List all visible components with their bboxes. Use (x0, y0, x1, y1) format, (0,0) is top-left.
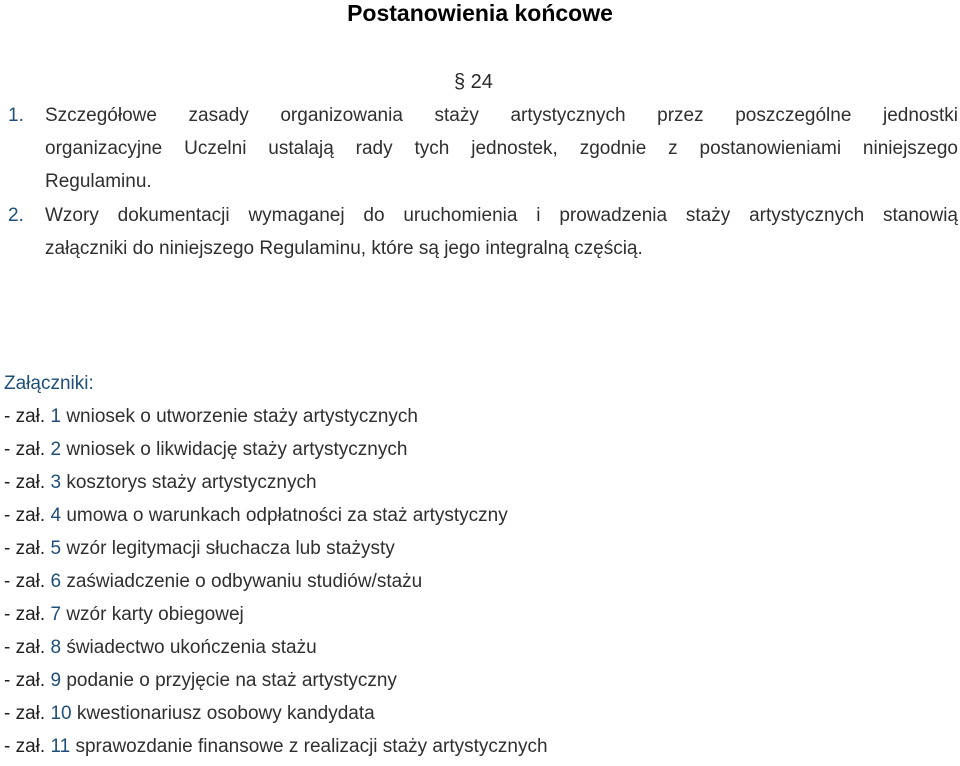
attachments-list (4, 400, 548, 763)
attachment-text: wniosek o utworzenie staży artystycznych (66, 406, 418, 427)
attachment-prefix: - zał. (4, 439, 46, 460)
attachment-number: 5 (50, 538, 62, 559)
attachment-number: 7 (50, 604, 62, 625)
attachment-text: podanie o przyjęcie na staż artystyczny (66, 670, 397, 691)
attachment-text: zaświadczenie o odbywaniu studiów/stażu (66, 571, 423, 592)
attachments-heading: Załączniki: (4, 373, 94, 394)
paragraph-line: organizacyjne Uczelni ustalają rady tych jednostek, zgodnie z postanowieniami niniejszego (45, 138, 958, 159)
attachment-item (4, 532, 548, 565)
attachment-number: 4 (50, 505, 62, 526)
attachment-item (4, 433, 548, 466)
attachment-item (4, 499, 548, 532)
attachment-number: 9 (50, 670, 62, 691)
attachment-prefix: - zał. (4, 604, 46, 625)
attachment-text: kwestionariusz osobowy kandydata (76, 703, 375, 724)
paragraph-number: 2. (8, 205, 24, 226)
paragraph-1 (0, 99, 958, 198)
paragraph-line: Szczegółowe zasady organizowania staży artystycznych przez poszczególne jednostki (45, 105, 958, 126)
paragraph-2 (0, 199, 958, 265)
attachment-number: 10 (50, 703, 72, 724)
attachment-prefix: - zał. (4, 472, 46, 493)
attachment-item (4, 565, 548, 598)
attachment-prefix: - zał. (4, 538, 46, 559)
attachment-prefix: - zał. (4, 703, 46, 724)
attachment-item (4, 598, 548, 631)
attachment-item (4, 631, 548, 664)
attachment-number: 11 (50, 736, 71, 757)
paragraph-line: Regulaminu. (45, 171, 152, 192)
attachment-number: 3 (50, 472, 62, 493)
attachment-text: wniosek o likwidację staży artystycznych (66, 439, 408, 460)
attachment-text: wzór legitymacji słuchacza lub stażysty (66, 538, 395, 559)
attachment-text: wzór karty obiegowej (66, 604, 244, 625)
attachment-number: 6 (50, 571, 62, 592)
attachment-item (4, 730, 548, 763)
attachment-prefix: - zał. (4, 736, 46, 757)
attachment-text: świadectwo ukończenia stażu (66, 637, 317, 658)
paragraph-line: załączniki do niniejszego Regulaminu, które są jego integralną częścią. (45, 238, 643, 259)
attachment-text: sprawozdanie finansowe z realizacji staży artystycznych (75, 736, 548, 757)
attachment-item (4, 400, 548, 433)
attachment-prefix: - zał. (4, 670, 46, 691)
attachment-prefix: - zał. (4, 571, 46, 592)
paragraph-number: 1. (8, 105, 24, 126)
attachment-number: 2 (50, 439, 62, 460)
attachment-prefix: - zał. (4, 505, 46, 526)
attachment-number: 8 (50, 637, 62, 658)
page-title: Postanowienia końcowe (347, 0, 613, 26)
attachment-item (4, 466, 548, 499)
attachment-text: kosztorys staży artystycznych (66, 472, 317, 493)
attachment-item (4, 697, 548, 730)
section-number: § 24 (454, 71, 493, 93)
attachment-prefix: - zał. (4, 406, 46, 427)
paragraph-line: Wzory dokumentacji wymaganej do uruchomienia i prowadzenia staży artystycznych stanowią (45, 205, 958, 226)
attachment-item (4, 664, 548, 697)
attachment-text: umowa o warunkach odpłatności za staż artystyczny (66, 505, 508, 526)
attachment-prefix: - zał. (4, 637, 46, 658)
attachment-number: 1 (50, 406, 62, 427)
